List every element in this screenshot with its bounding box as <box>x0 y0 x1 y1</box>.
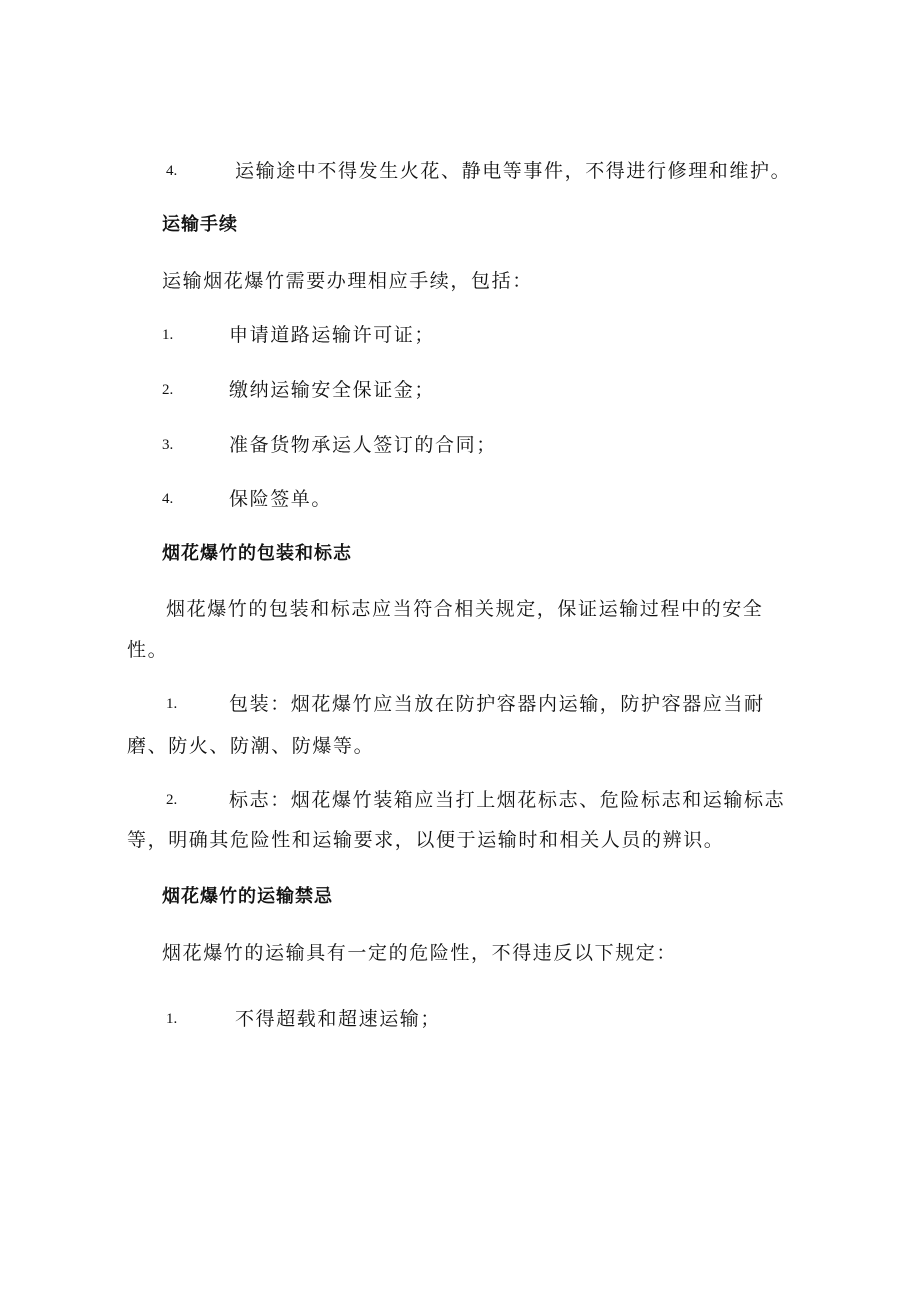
section-heading-taboo: 烟花爆竹的运输禁忌 <box>162 886 333 907</box>
paragraph-intro-line1: 烟花爆竹的包装和标志应当符合相关规定，保证运输过程中的安全 <box>166 598 764 620</box>
paragraph-intro: 运输烟花爆竹需要办理相应手续，包括： <box>162 270 533 292</box>
section-heading-procedures: 运输手续 <box>162 214 238 235</box>
list-item-text-line2: 等，明确其危险性和运输要求，以便于运输时和相关人员的辨识。 <box>127 829 725 851</box>
paragraph-intro: 烟花爆竹的运输具有一定的危险性，不得违反以下规定： <box>162 942 678 964</box>
list-item-text-line1: 标志：烟花爆竹装箱应当打上烟花标志、危险标志和运输标志 <box>229 789 786 811</box>
list-number: 1. <box>166 696 178 712</box>
list-item-text-line1: 包装：烟花爆竹应当放在防护容器内运输，防护容器应当耐 <box>229 693 765 715</box>
list-item-text-line2: 磨、防火、防潮、防爆等。 <box>127 735 375 757</box>
paragraph-intro-line2: 性。 <box>127 639 169 661</box>
list-number: 2. <box>166 792 178 808</box>
list-number: 4. <box>162 491 174 507</box>
list-number: 4. <box>166 163 178 179</box>
list-item-text: 准备货物承运人签订的合同； <box>229 434 497 456</box>
list-number: 2. <box>162 382 174 398</box>
list-item-text: 申请道路运输许可证； <box>229 324 436 346</box>
list-item-text: 缴纳运输安全保证金； <box>229 379 436 401</box>
list-number: 3. <box>162 437 174 453</box>
list-number: 1. <box>166 1011 178 1027</box>
list-number: 1. <box>162 327 174 343</box>
section-heading-packaging: 烟花爆竹的包装和标志 <box>162 543 352 564</box>
list-item-text: 运输途中不得发生火花、静电等事件，不得进行修理和维护。 <box>235 160 792 182</box>
list-item-text: 保险签单。 <box>229 488 333 510</box>
list-item-text: 不得超载和超速运输； <box>235 1008 442 1030</box>
